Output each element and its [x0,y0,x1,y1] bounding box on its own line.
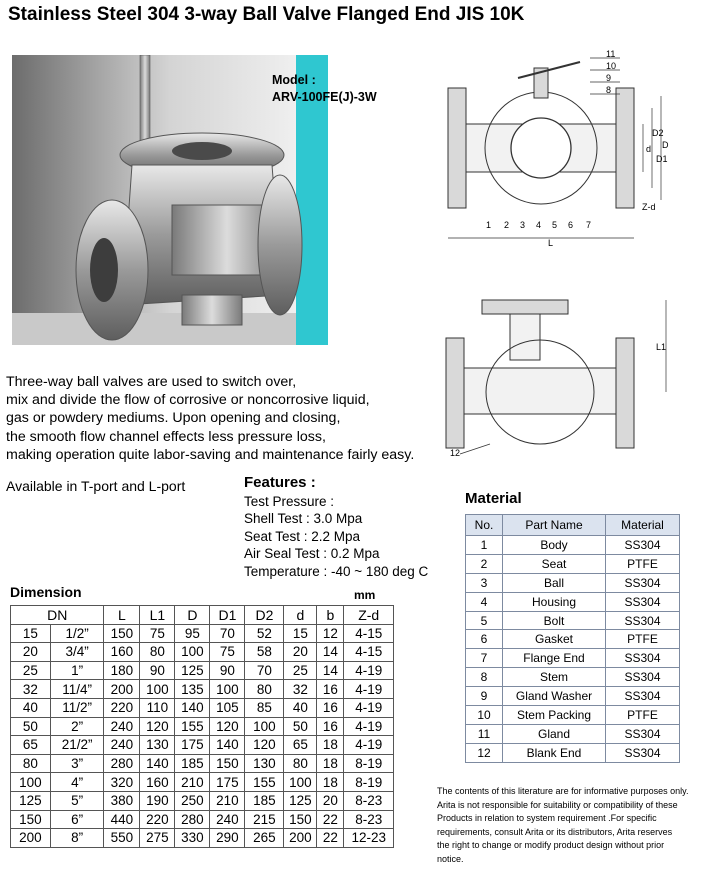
dim-zd-label: Z-d [642,202,656,212]
d2-cell: 52 [245,624,284,643]
b-cell: 14 [317,661,344,680]
d1-cell: 175 [210,773,245,792]
d1-cell: 240 [210,810,245,829]
callout-12: 12 [450,448,461,458]
right-flange-shape-2 [616,338,634,448]
d-inner-cell: 125 [284,791,317,810]
d1-cell: 90 [210,661,245,680]
dim-l-label: L [548,238,554,248]
callout-3: 3 [520,220,526,230]
d1-cell: 140 [210,736,245,755]
callout-6: 6 [568,220,574,230]
material-part-cell: Flange End [503,649,606,668]
l1-cell: 160 [140,773,175,792]
dimension-row [11,773,394,792]
material-row [466,706,680,725]
l1-cell: 75 [140,624,175,643]
d-inner-cell: 20 [284,643,317,662]
top-flange-shape [482,300,568,314]
d-outer-cell: 95 [175,624,210,643]
material-table [465,514,680,763]
dimension-row [11,791,394,810]
disclaimer-line: the right to change or modify product design without prior [437,840,665,850]
l1-cell: 110 [140,698,175,717]
dimension-row [11,829,394,848]
l1-cell: 130 [140,736,175,755]
dn-cell: 200 [11,829,51,848]
col-header-dn: DN [11,606,104,625]
d-outer-cell: 210 [175,773,210,792]
col-header-d-outer: D [175,606,210,625]
dimension-row [11,717,394,736]
callout-9: 9 [606,73,612,83]
material-material-cell: SS304 [606,573,680,592]
feature-line: Test Pressure : [244,493,335,509]
l1-cell: 220 [140,810,175,829]
material-no-cell: 10 [466,706,503,725]
d-inner-cell: 200 [284,829,317,848]
intro-line: the smooth flow channel effects less pressure loss, [6,428,326,445]
d2-cell: 265 [245,829,284,848]
b-cell: 16 [317,680,344,699]
material-material-cell: SS304 [606,536,680,555]
material-no-cell: 11 [466,724,503,743]
d1-cell: 75 [210,643,245,662]
material-no-cell: 4 [466,592,503,611]
material-material-cell: SS304 [606,649,680,668]
d-inner-cell: 50 [284,717,317,736]
material-material-cell: SS304 [606,743,680,762]
material-material-cell: SS304 [606,611,680,630]
intro-line: making operation quite labor-saving and maintenance fairly easy. [6,446,415,463]
material-header-row [466,515,680,536]
b-cell: 18 [317,773,344,792]
dn-cell: 65 [11,736,51,755]
intro-line: Three-way ball valves are used to switch over, [6,374,297,390]
col-header-zd: Z-d [344,606,394,625]
material-no-cell: 3 [466,573,503,592]
model-number: ARV-100FE(J)-3W [272,90,377,104]
zd-cell: 4-15 [344,624,394,643]
material-part-cell: Bolt [503,611,606,630]
d2-cell: 100 [245,717,284,736]
col-header-d2: D2 [245,606,284,625]
material-material-cell: SS304 [606,687,680,706]
zd-cell: 4-19 [344,698,394,717]
zd-cell: 8-19 [344,754,394,773]
l1-cell: 80 [140,643,175,662]
l1-cell: 120 [140,717,175,736]
dim-d2-label: D2 [652,128,664,138]
callout-10: 10 [606,61,617,71]
col-header-l: L [104,606,140,625]
dn-cell: 32 [11,680,51,699]
disclaimer-line: requirements, consult Arita or its distributors, Arita reserves [437,826,673,837]
dn-inch-cell: 3” [50,754,104,773]
l-cell: 440 [104,810,140,829]
d2-cell: 155 [245,773,284,792]
material-no-cell: 5 [466,611,503,630]
callout-5: 5 [552,220,558,230]
b-cell: 16 [317,698,344,717]
dn-cell: 15 [11,624,51,643]
d2-cell: 80 [245,680,284,699]
dn-inch-cell: 5” [50,791,104,810]
l-cell: 160 [104,643,140,662]
material-row [466,592,680,611]
material-part-cell: Ball [503,573,606,592]
l-cell: 150 [104,624,140,643]
d2-cell: 130 [245,754,284,773]
material-heading: Material [465,490,522,507]
material-part-cell: Gland [503,724,606,743]
d1-cell: 70 [210,624,245,643]
col-header-d1: D1 [210,606,245,625]
material-part-cell: Housing [503,592,606,611]
d-outer-cell: 100 [175,643,210,662]
d1-cell: 100 [210,680,245,699]
material-no-cell: 2 [466,554,503,573]
d-inner-cell: 80 [284,754,317,773]
dim-d1-label: D1 [656,154,668,164]
dimension-row [11,643,394,662]
l-cell: 280 [104,754,140,773]
l-cell: 200 [104,680,140,699]
material-row [466,649,680,668]
dn-inch-cell: 4” [50,773,104,792]
zd-cell: 8-23 [344,791,394,810]
page-title: Stainless Steel 304 3-way Ball Valve Flanged End JIS 10K [8,4,525,25]
zd-cell: 4-19 [344,680,394,699]
dimension-row [11,736,394,755]
d-outer-cell: 135 [175,680,210,699]
d2-cell: 70 [245,661,284,680]
material-part-cell: Stem [503,668,606,687]
b-cell: 22 [317,829,344,848]
d-inner-cell: 65 [284,736,317,755]
zd-cell: 4-15 [344,643,394,662]
col-header-l1: L1 [140,606,175,625]
d-outer-cell: 185 [175,754,210,773]
material-no-cell: 1 [466,536,503,555]
l-cell: 550 [104,829,140,848]
col-header-material: Material [606,515,680,536]
dimension-row [11,810,394,829]
dn-cell: 50 [11,717,51,736]
b-cell: 16 [317,717,344,736]
col-header-b: b [317,606,344,625]
d-outer-cell: 280 [175,810,210,829]
callout-2: 2 [504,220,510,230]
d2-cell: 185 [245,791,284,810]
callout-4: 4 [536,220,542,230]
dimension-row [11,680,394,699]
dim-big-d-label: D [662,140,669,150]
material-no-cell: 6 [466,630,503,649]
material-row [466,573,680,592]
d-inner-cell: 25 [284,661,317,680]
l-cell: 240 [104,736,140,755]
left-flange-shape-2 [446,338,464,448]
d-inner-cell: 100 [284,773,317,792]
d-outer-cell: 330 [175,829,210,848]
material-row [466,554,680,573]
material-material-cell: PTFE [606,554,680,573]
dimension-heading: Dimension [10,584,82,600]
d-inner-cell: 150 [284,810,317,829]
d-inner-cell: 40 [284,698,317,717]
material-row [466,668,680,687]
dn-inch-cell: 21/2” [50,736,104,755]
dn-cell: 25 [11,661,51,680]
material-material-cell: SS304 [606,724,680,743]
intro-line: gas or powdery mediums. Upon opening and closing, [6,410,341,427]
d1-cell: 290 [210,829,245,848]
dn-cell: 125 [11,791,51,810]
material-part-cell: Body [503,536,606,555]
material-material-cell: SS304 [606,592,680,611]
dimension-row [11,698,394,717]
ball-shape [511,118,571,178]
material-row [466,536,680,555]
l1-cell: 100 [140,680,175,699]
technical-drawing-bottom [430,296,670,466]
material-material-cell: PTFE [606,706,680,725]
material-material-cell: PTFE [606,630,680,649]
dn-inch-cell: 11/4” [50,680,104,699]
dim-l1-label: L1 [656,342,667,352]
col-header-d-inner: d [284,606,317,625]
material-row [466,611,680,630]
material-row [466,687,680,706]
l-cell: 320 [104,773,140,792]
disclaimer-line: The contents of this literature are for informative purposes only. [437,786,689,796]
b-cell: 18 [317,754,344,773]
feature-line: Temperature : -40 ~ 180 deg C [244,563,429,579]
d1-cell: 105 [210,698,245,717]
b-cell: 14 [317,643,344,662]
d-outer-cell: 155 [175,717,210,736]
dn-inch-cell: 8” [50,829,104,848]
disclaimer-line: notice. [437,853,464,864]
vertical-channel-shape [510,314,540,360]
dimension-unit: mm [354,588,376,602]
material-no-cell: 9 [466,687,503,706]
l-cell: 220 [104,698,140,717]
features-block [244,474,428,581]
dn-inch-cell: 2” [50,717,104,736]
dn-inch-cell: 11/2” [50,698,104,717]
d1-cell: 120 [210,717,245,736]
dn-cell: 80 [11,754,51,773]
l-cell: 240 [104,717,140,736]
b-cell: 12 [317,624,344,643]
model-caption: Model : [272,73,316,87]
technical-drawing-top [430,48,670,248]
d-outer-cell: 175 [175,736,210,755]
feature-line: Seat Test : 2.2 Mpa [244,528,361,544]
d1-cell: 210 [210,791,245,810]
disclaimer-line: Products in relation to system requirement .For specific [437,813,657,823]
right-flange-shape [616,88,634,208]
material-part-cell: Seat [503,554,606,573]
callout-1: 1 [486,220,492,230]
b-cell: 18 [317,736,344,755]
material-part-cell: Gland Washer [503,687,606,706]
material-part-cell: Stem Packing [503,706,606,725]
dn-inch-cell: 1/2” [50,624,104,643]
zd-cell: 4-19 [344,717,394,736]
dn-inch-cell: 6” [50,810,104,829]
intro-paragraph [6,373,436,464]
d1-cell: 150 [210,754,245,773]
dimension-table-body [11,624,394,847]
dn-cell: 100 [11,773,51,792]
l-cell: 380 [104,791,140,810]
l1-cell: 90 [140,661,175,680]
dimension-table [10,605,394,848]
l1-cell: 140 [140,754,175,773]
d-inner-cell: 15 [284,624,317,643]
intro-line: mix and divide the flow of corrosive or noncorrosive liquid, [6,392,370,409]
zd-cell: 8-23 [344,810,394,829]
d-inner-cell: 32 [284,680,317,699]
l1-cell: 190 [140,791,175,810]
material-material-cell: SS304 [606,668,680,687]
zd-cell: 8-19 [344,773,394,792]
dn-cell: 20 [11,643,51,662]
material-part-cell: Blank End [503,743,606,762]
callout-8: 8 [606,85,612,95]
d-outer-cell: 140 [175,698,210,717]
zd-cell: 4-19 [344,661,394,680]
material-no-cell: 12 [466,743,503,762]
d2-cell: 215 [245,810,284,829]
callout-7: 7 [586,220,592,230]
material-table-body [466,536,680,763]
d2-cell: 58 [245,643,284,662]
col-header-part-name: Part Name [503,515,606,536]
dn-cell: 150 [11,810,51,829]
zd-cell: 12-23 [344,829,394,848]
material-row [466,724,680,743]
d-outer-cell: 250 [175,791,210,810]
l1-cell: 275 [140,829,175,848]
feature-line: Shell Test : 3.0 Mpa [244,511,363,527]
dimension-row [11,661,394,680]
disclaimer-line: Arita is not responsible for suitability or compatibility of these [437,799,678,810]
dn-cell: 40 [11,698,51,717]
zd-cell: 4-19 [344,736,394,755]
l-cell: 180 [104,661,140,680]
material-row [466,630,680,649]
d-outer-cell: 125 [175,661,210,680]
d2-cell: 85 [245,698,284,717]
dimension-header-row [11,606,394,625]
handle-shape [518,62,580,78]
dimension-row [11,624,394,643]
material-no-cell: 8 [466,668,503,687]
disclaimer [437,785,699,866]
col-header-no: No. [466,515,503,536]
material-no-cell: 7 [466,649,503,668]
material-part-cell: Gasket [503,630,606,649]
dn-inch-cell: 1” [50,661,104,680]
feature-line: Air Seal Test : 0.2 Mpa [244,546,380,562]
b-cell: 20 [317,791,344,810]
left-flange-shape [448,88,466,208]
d2-cell: 120 [245,736,284,755]
model-label [272,72,377,106]
dn-inch-cell: 3/4” [50,643,104,662]
ports-availability: Available in T-port and L-port [6,478,186,494]
b-cell: 22 [317,810,344,829]
dim-d-label: d [646,144,652,154]
horizontal-channel-shape [464,368,616,414]
callout-11: 11 [606,49,616,59]
dimension-row [11,754,394,773]
material-row [466,743,680,762]
features-heading: Features : [244,474,316,491]
